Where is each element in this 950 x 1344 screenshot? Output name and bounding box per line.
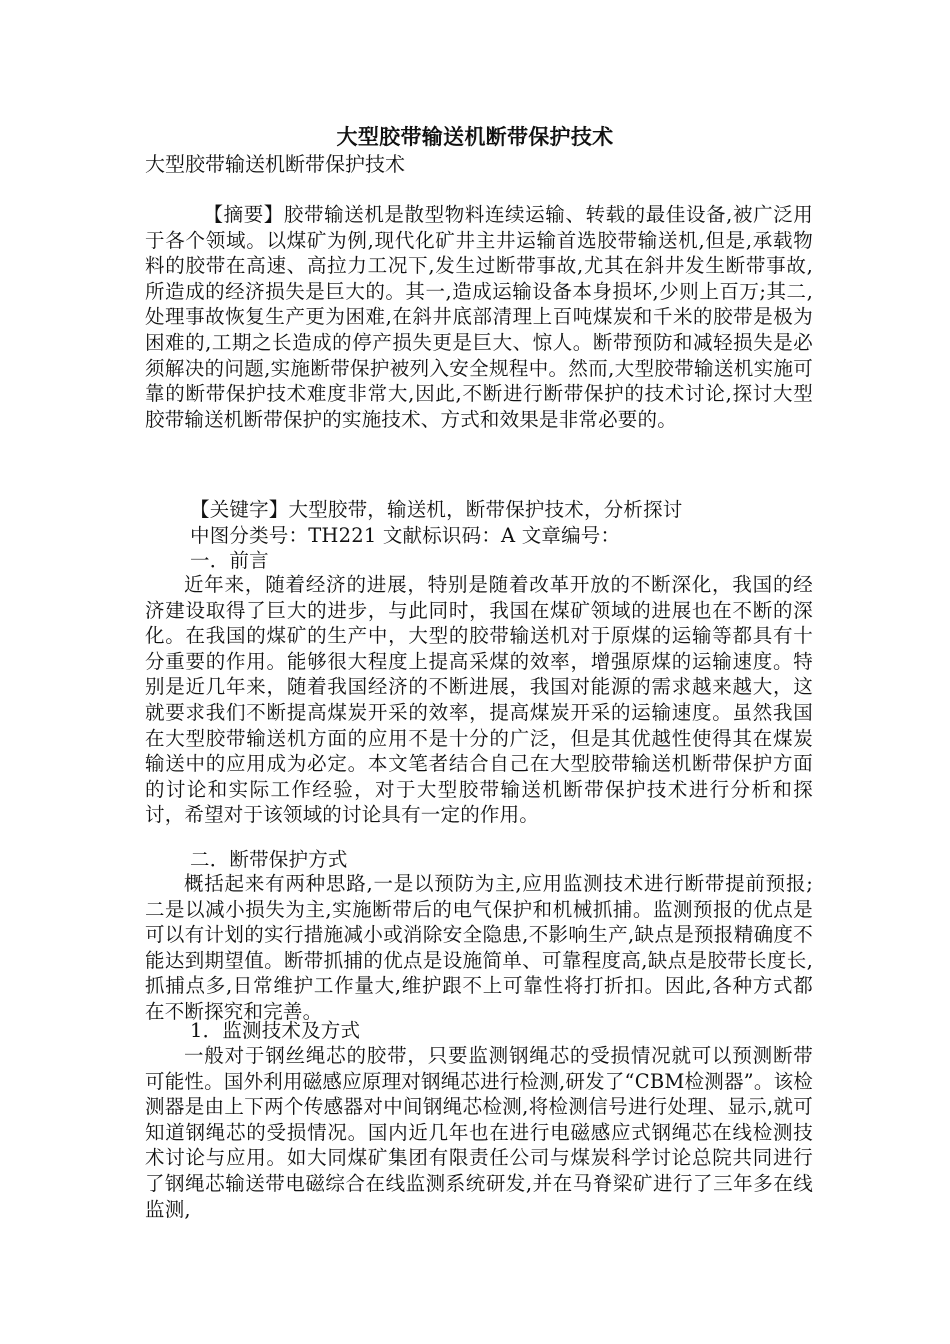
introduction-paragraph: 近年来，随着经济的进展，特别是随着改革开放的不断深化，我国的经济建设取得了巨大的进步，与此同时，我国在煤矿领域的进展也在不断的深化。在我国的煤矿的生产中，大型的胶带输送机对于原煤的运输等都具有十分重要的作用。能够很大程度上提高采煤的效率，增强原煤的运输速度。特别是近几年来，随着我国经济的不断进展，我国对能源的需求越来越大，这就要求我们不断提高煤炭开采的效率，提高煤炭开采的运输速度。虽然我国在大型胶带输送机方面的应用不是十分的广泛，但是其优越性使得其在煤炭输送中的应用成为必定。本文笔者结合自己在大型胶带输送机断带保护方面的讨论和实际工作经验，对于大型胶带输送机断带保护技术进行分析和探讨，希望对于该领域的讨论具有一定的作用。 [145, 573, 813, 827]
section-heading-protection-methods: 二．断带保护方式 [190, 848, 348, 871]
classification-line: 中图分类号：TH221 文献标识码：A 文章编号： [190, 524, 621, 547]
abstract-paragraph: 【摘要】胶带输送机是散型物料连续运输、转载的最佳设备,被广泛用于各个领域。以煤矿为例,现代化矿井主井运输首选胶带输送机,但是,承载物料的胶带在高速、高拉力工况下,发生过断带事故,尤其在斜井发生断带事故,所造成的经济损失是巨大的。其一,造成运输设备本身损坏,少则上百万;其二,处理事故恢复生产更为困难,在斜井底部清理上百吨煤炭和千米的胶带是极为困难的,工期之长造成的停产损失更是巨大、惊人。断带预防和减轻损失是必须解决的问题,实施断带保护被列入安全规程中。然而,大型胶带输送机实施可靠的断带保护技术难度非常大,因此,不断进行断带保护的技术讨论,探讨大型胶带输送机断带保护的实施技术、方式和效果是非常必要的。 [145, 203, 813, 431]
section-heading-monitoring: 1．监测技术及方式 [190, 1019, 361, 1042]
document-subtitle: 大型胶带输送机断带保护技术 [145, 152, 405, 176]
protection-methods-paragraph: 概括起来有两种思路,一是以预防为主,应用监测技术进行断带提前预报;二是以减小损失为主,实施断带后的电气保护和机械抓捕。监测预报的优点是可以有计划的实行措施减小或消除安全隐患,不影响生产,缺点是预报精确度不能达到期望值。断带抓捕的优点是设施简单、可靠程度高,缺点是胶带长度长,抓捕点多,日常维护工作量大,维护跟不上可靠性将打折扣。因此,各种方式都在不断探究和完善。 [145, 872, 813, 1023]
document-title: 大型胶带输送机断带保护技术 [336, 124, 614, 149]
section-heading-introduction: 一．前言 [190, 549, 269, 572]
keywords-line: 【关键字】大型胶带，输送机，断带保护技术，分析探讨 [190, 498, 683, 521]
monitoring-paragraph: 一般对于钢丝绳芯的胶带，只要监测钢绳芯的受损情况就可以预测断带可能性。国外利用磁感应原理对钢绳芯进行检测,研发了“CBM检测器”。该检测器是由上下两个传感器对中间钢绳芯检测,将检测信号进行处理、显示,就可知道钢绳芯的受损情况。国内近几年也在进行电磁感应式钢绳芯在线检测技术讨论与应用。如大同煤矿集团有限责任公司与煤炭科学讨论总院共同进行了钢绳芯输送带电磁综合在线监测系统研发,并在马脊梁矿进行了三年多在线监测, [145, 1044, 813, 1221]
